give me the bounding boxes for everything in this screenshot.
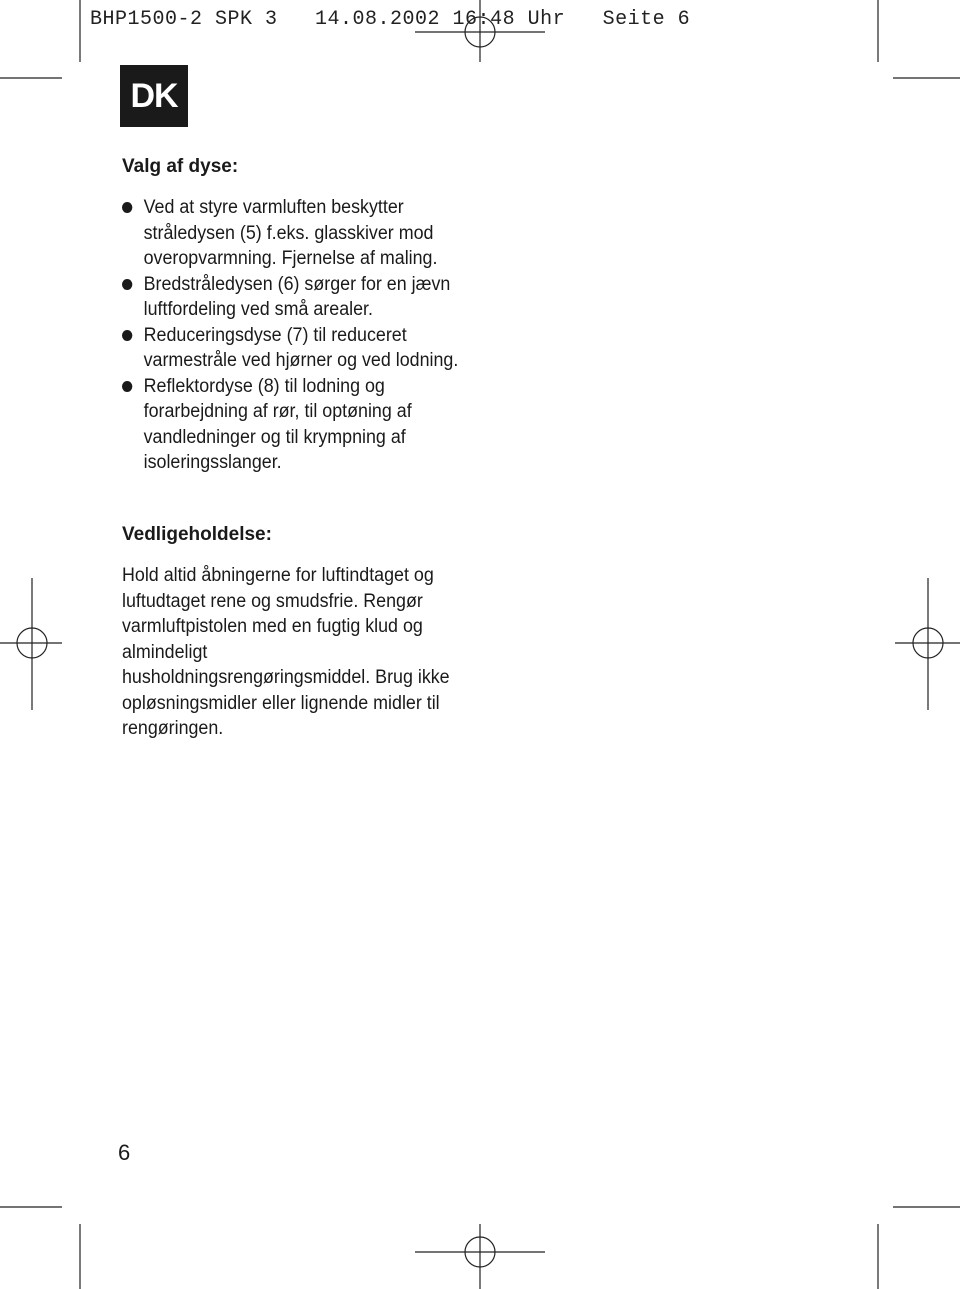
list-item: Reduceringsdyse (7) til reduceret varmestråle ved hjørner og ved lodning. — [122, 323, 460, 374]
bullet-icon — [122, 202, 132, 213]
bullet-icon — [122, 330, 132, 341]
registration-mark-right — [895, 578, 960, 710]
list-item: Bredstråledysen (6) sørger for en jævn luftfordeling ved små arealer. — [122, 272, 460, 323]
registration-mark-left — [0, 578, 62, 710]
section-heading-maintenance: Vedligeholdelse: — [122, 524, 272, 545]
section-heading-nozzles: Valg af dyse: — [122, 156, 239, 177]
list-item: Reflektordyse (8) til lodning og forarbejdning af rør, til optøning af vandledninger og til krympning af isoleringsslanger. — [122, 374, 460, 476]
bullet-icon — [122, 279, 132, 290]
maintenance-text: Hold altid åbningerne for luftindtaget og luftudtaget rene og smudsfrie. Rengør varmluftpistolen med en fugtig klud og almindeligt husholdningsrengøringsmiddel. Brug ikke opløsningsmidler eller lignende midler til rengøringen. — [122, 565, 450, 739]
registration-mark-top — [415, 0, 545, 62]
registration-mark-bottom — [415, 1224, 545, 1289]
nozzle-list — [122, 195, 460, 476]
page-number: 6 — [118, 1140, 131, 1165]
language-tab: DK — [120, 65, 188, 127]
bullet-icon — [122, 381, 132, 392]
print-slug-line: BHP1500-2 SPK 3 14.08.2002 16:48 Uhr Seite 6 — [90, 8, 691, 31]
list-item: Ved at styre varmluften beskytter stråledysen (5) f.eks. glasskiver mod overopvarmning. Fjernelse af maling. — [122, 195, 460, 272]
